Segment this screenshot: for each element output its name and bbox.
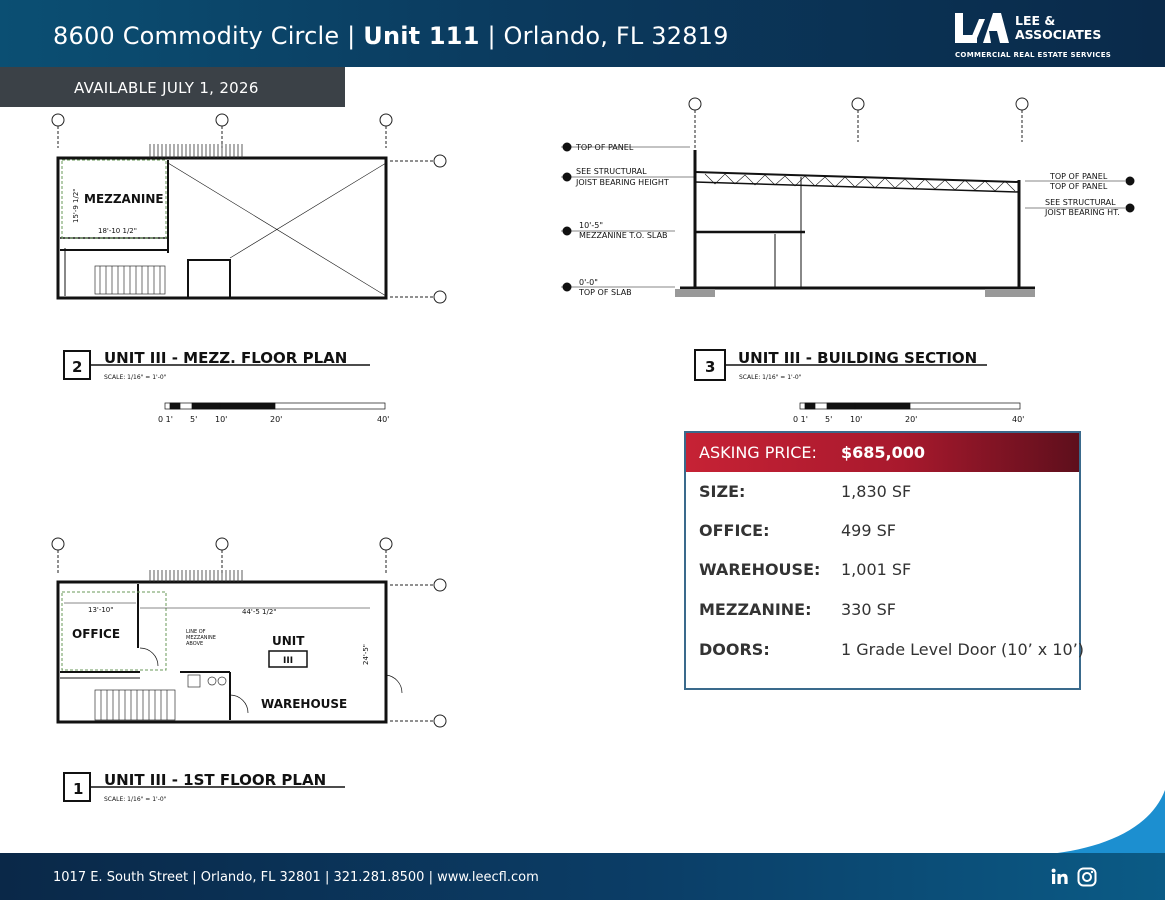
section-note-mezz-elev: 10'-5"	[579, 221, 604, 230]
section-note-joist-height: JOIST BEARING HEIGHT	[576, 178, 669, 187]
footer-bar	[0, 853, 1165, 900]
warehouse-dim: 44'-5 1/2"	[242, 608, 277, 616]
detail-value: 330 SF	[841, 600, 896, 619]
section-drawing-scale: SCALE: 1/16" = 1'-0"	[739, 374, 802, 381]
mezz-scale-40: 40'	[377, 415, 390, 424]
mezz-scale-bar	[165, 403, 385, 409]
first-floor-drawing-scale: SCALE: 1/16" = 1'-0"	[104, 796, 167, 803]
section-scale-20: 20'	[905, 415, 918, 424]
section-note-right-top-panel: TOP OF PANEL	[1050, 172, 1108, 181]
availability-banner	[0, 67, 345, 107]
office-label: OFFICE	[72, 627, 121, 641]
address-part1: 8600 Commodity Circle |	[53, 22, 364, 50]
section-drawing-title: UNIT III - BUILDING SECTION	[738, 349, 978, 367]
mezzanine-floor-plan	[40, 108, 470, 438]
section-note-mezz-slab: MEZZANINE T.O. SLAB	[579, 231, 668, 240]
warehouse-label: WAREHOUSE	[261, 697, 348, 711]
linkedin-icon[interactable]	[1049, 866, 1071, 888]
lee-associates-logo[interactable]	[953, 11, 1113, 59]
section-note-right-structural: SEE STRUCTURAL	[1045, 198, 1116, 207]
section-note-right-top-panel-2: TOP OF PANEL	[1050, 182, 1108, 191]
unit-number: Unit 111	[363, 22, 480, 50]
logo-name-line1: LEE &	[1015, 13, 1056, 28]
mezz-line-note-3: ABOVE	[186, 641, 204, 647]
asking-price-value: $685,000	[841, 443, 926, 462]
building-section	[555, 92, 1145, 427]
mezz-scale-5: 5'	[190, 415, 198, 424]
la-monogram-icon	[953, 11, 1011, 45]
section-scale-10: 10'	[850, 415, 863, 424]
mezz-scale-20: 20'	[270, 415, 283, 424]
logo-tagline: COMMERCIAL REAL ESTATE SERVICES	[955, 51, 1112, 59]
detail-label: SIZE:	[699, 482, 746, 501]
detail-label: WAREHOUSE:	[699, 560, 821, 579]
section-scale-bar	[800, 403, 1020, 409]
corner-swoosh	[1040, 760, 1165, 855]
unit-number-tag: III	[283, 656, 294, 666]
mezz-line-note-2: MEZZANINE	[186, 635, 216, 641]
mezzanine-horizontal-dim: 18'-10 1/2"	[98, 227, 137, 235]
mezz-scale-10: 10'	[215, 415, 228, 424]
logo-name	[1015, 14, 1101, 42]
footer-contact: 1017 E. South Street | Orlando, FL 32801 | 321.281.8500 | www.leecfl.com	[53, 870, 539, 885]
mezzanine-room-label: MEZZANINE	[84, 192, 164, 206]
office-dim: 13'-10"	[88, 606, 114, 614]
mezz-scale-0: 0 1'	[158, 415, 173, 424]
detail-label: DOORS:	[699, 640, 770, 659]
first-floor-drawing-number: 1	[73, 780, 84, 798]
unit-label: UNIT	[272, 634, 305, 648]
section-drawing-number: 3	[705, 358, 716, 376]
section-scale-0: 0 1'	[793, 415, 808, 424]
section-note-see-structural: SEE STRUCTURAL	[576, 167, 647, 176]
availability-text: AVAILABLE JULY 1, 2026	[74, 79, 259, 97]
section-note-top-panel: TOP OF PANEL	[576, 143, 634, 152]
mezz-drawing-title: UNIT III - MEZZ. FLOOR PLAN	[104, 349, 348, 367]
detail-value: 1 Grade Level Door (10’ x 10’)	[841, 640, 1085, 659]
mezz-line-note-1: LINE OF	[186, 629, 206, 635]
section-scale-5: 5'	[825, 415, 833, 424]
section-note-top-slab: TOP OF SLAB	[579, 288, 632, 297]
first-floor-plan	[40, 530, 470, 820]
mezz-drawing-scale: SCALE: 1/16" = 1'-0"	[104, 374, 167, 381]
detail-label: OFFICE:	[699, 521, 770, 540]
detail-value: 499 SF	[841, 521, 896, 540]
depth-dim: 24'-5"	[362, 643, 370, 665]
asking-price-label: ASKING PRICE:	[699, 443, 817, 462]
property-address	[53, 22, 729, 50]
listing-details-box	[684, 431, 1085, 690]
detail-value: 1,001 SF	[841, 560, 912, 579]
header-bar	[0, 0, 1165, 67]
section-scale-40: 40'	[1012, 415, 1025, 424]
mezz-drawing-number: 2	[72, 358, 83, 376]
section-note-right-joist: JOIST BEARING HT.	[1045, 208, 1120, 217]
first-floor-drawing-title: UNIT III - 1ST FLOOR PLAN	[104, 771, 327, 789]
asking-price-header	[686, 433, 1079, 472]
address-part2: | Orlando, FL 32819	[479, 22, 729, 50]
mezzanine-vertical-dim: 15'-9 1/2"	[72, 188, 80, 223]
logo-name-line2: ASSOCIATES	[1015, 27, 1102, 42]
section-note-slab-elev: 0'-0"	[579, 278, 598, 287]
detail-label: MEZZANINE:	[699, 600, 812, 619]
detail-value: 1,830 SF	[841, 482, 912, 501]
instagram-icon[interactable]	[1076, 866, 1098, 888]
